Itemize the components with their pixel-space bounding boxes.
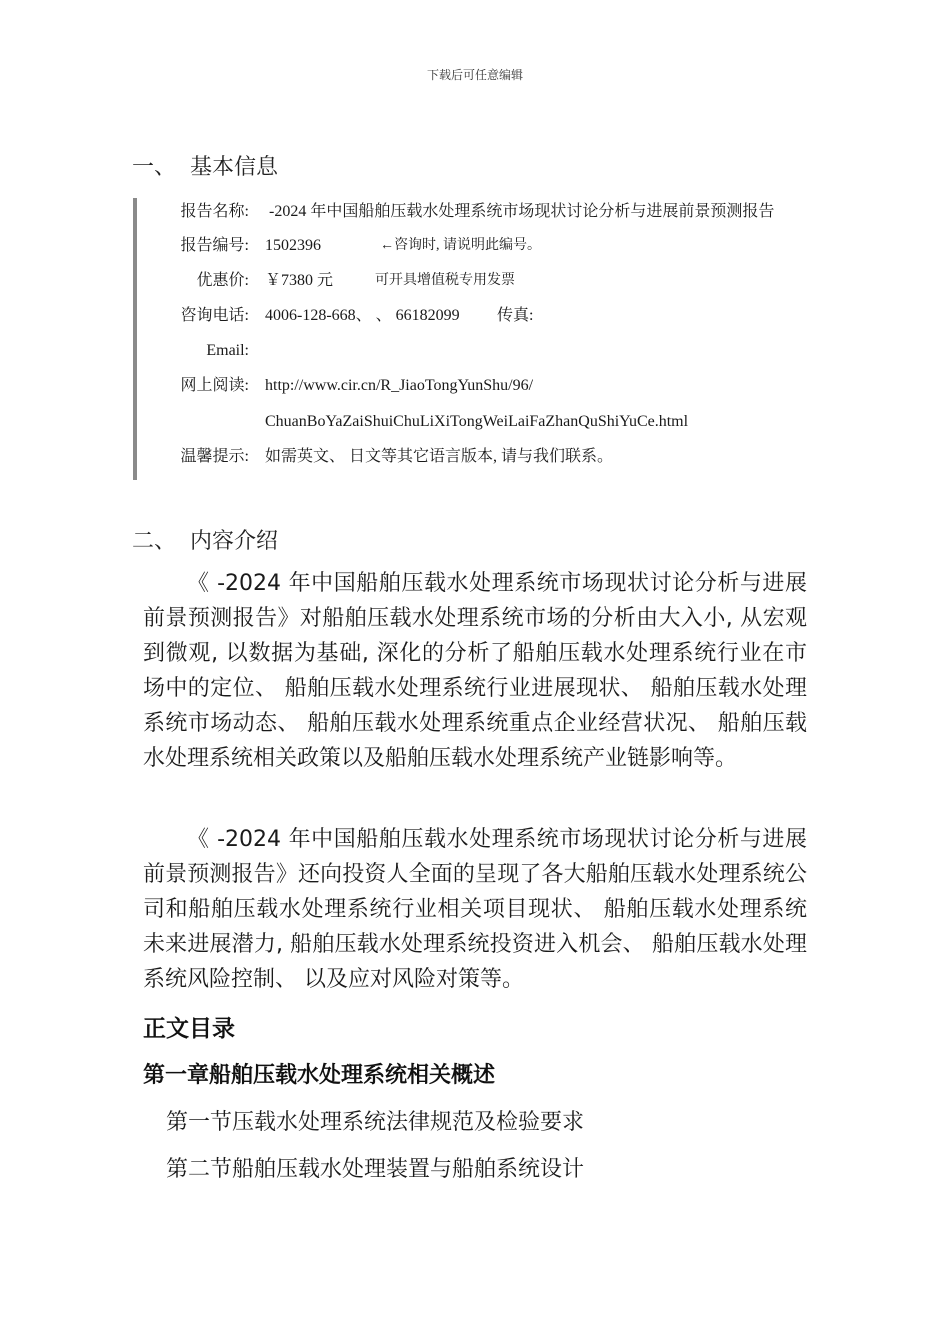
section-title: 基本信息 [190,155,279,180]
report-no-label: 报告编号: [180,237,249,254]
online-label: 网上阅读: [180,377,249,394]
section-heading-basic-info [132,150,278,181]
header-note: 下载后可任意编辑 [426,68,523,82]
intro-paragraph-1: 《 -2024 年中国船舶压载水处理系统市场现状讨论分析与进展前景预测报告》对船舶压载水处理系统市场的分析由大入小, 从宏观到微观, 以数据为基础, 深化的分析了船舶压载水处理系统行业在市场中的定位、 船舶压载水处理系统行业进展现状、 船舶压载水处理系统市场动态、 船舶压载水处理系统重点企业经营状况、 船舶压载水处理系统相关政策以及船舶压载水处理系统产业链影响等。 [143,571,807,771]
section-number: 一、 [132,155,177,180]
toc-title: 正文目录 [143,1016,235,1042]
toc-section-2[interactable]: 第二节船舶压载水处理装置与船舶系统设计 [166,1157,585,1182]
url-line-1[interactable]: http://www.cir.cn/R_JiaoTongYunShu/96/ [265,377,534,394]
tip: 如需英文、 日文等其它语言版本, 请与我们联系。 [265,448,614,465]
intro-paragraph-2: 《 -2024 年中国船舶压载水处理系统市场现状讨论分析与进展前景预测报告》还向投资人全面的呈现了各大船舶压载水处理系统公司和船舶压载水处理系统行业相关项目现状、 船舶压载水处理系统未来进展潜力, 船舶压载水处理系统投资进入机会、 船舶压载水处理系统风险控制、 以及应对风险对策等。 [143,827,807,992]
report-no: 1502396 [265,237,321,254]
toc-chapter-1[interactable]: 第一章船舶压载水处理系统相关概述 [143,1063,496,1088]
tip-label: 温馨提示: [180,448,249,465]
section-number: 二、 [132,529,177,554]
section-title: 内容介绍 [190,529,279,554]
phone-label: 咨询电话: [180,307,249,324]
url-line-2[interactable]: ChuanBoYaZaiShuiChuLiXiTongWeiLaiFaZhanQuShiYuCe.html [265,413,689,430]
fax-label: 传真: [497,307,534,324]
price-note: 可开具增值税专用发票 [375,273,515,288]
price-label: 优惠价: [196,272,249,289]
phone: 4006-128-668、 、 66182099 [265,307,460,324]
info-box [133,198,837,480]
price: ￥7380 元 [265,272,334,289]
report-name: -2024 年中国船舶压载水处理系统市场现状讨论分析与进展前景预测报告 [269,203,775,220]
report-no-note: ←咨询时, 请说明此编号。 [380,238,541,253]
toc-section-1[interactable]: 第一节压载水处理系统法律规范及检验要求 [166,1110,585,1135]
email-label: Email: [206,342,249,359]
section-heading-content-intro [132,524,278,555]
report-name-label: 报告名称: [180,203,249,220]
